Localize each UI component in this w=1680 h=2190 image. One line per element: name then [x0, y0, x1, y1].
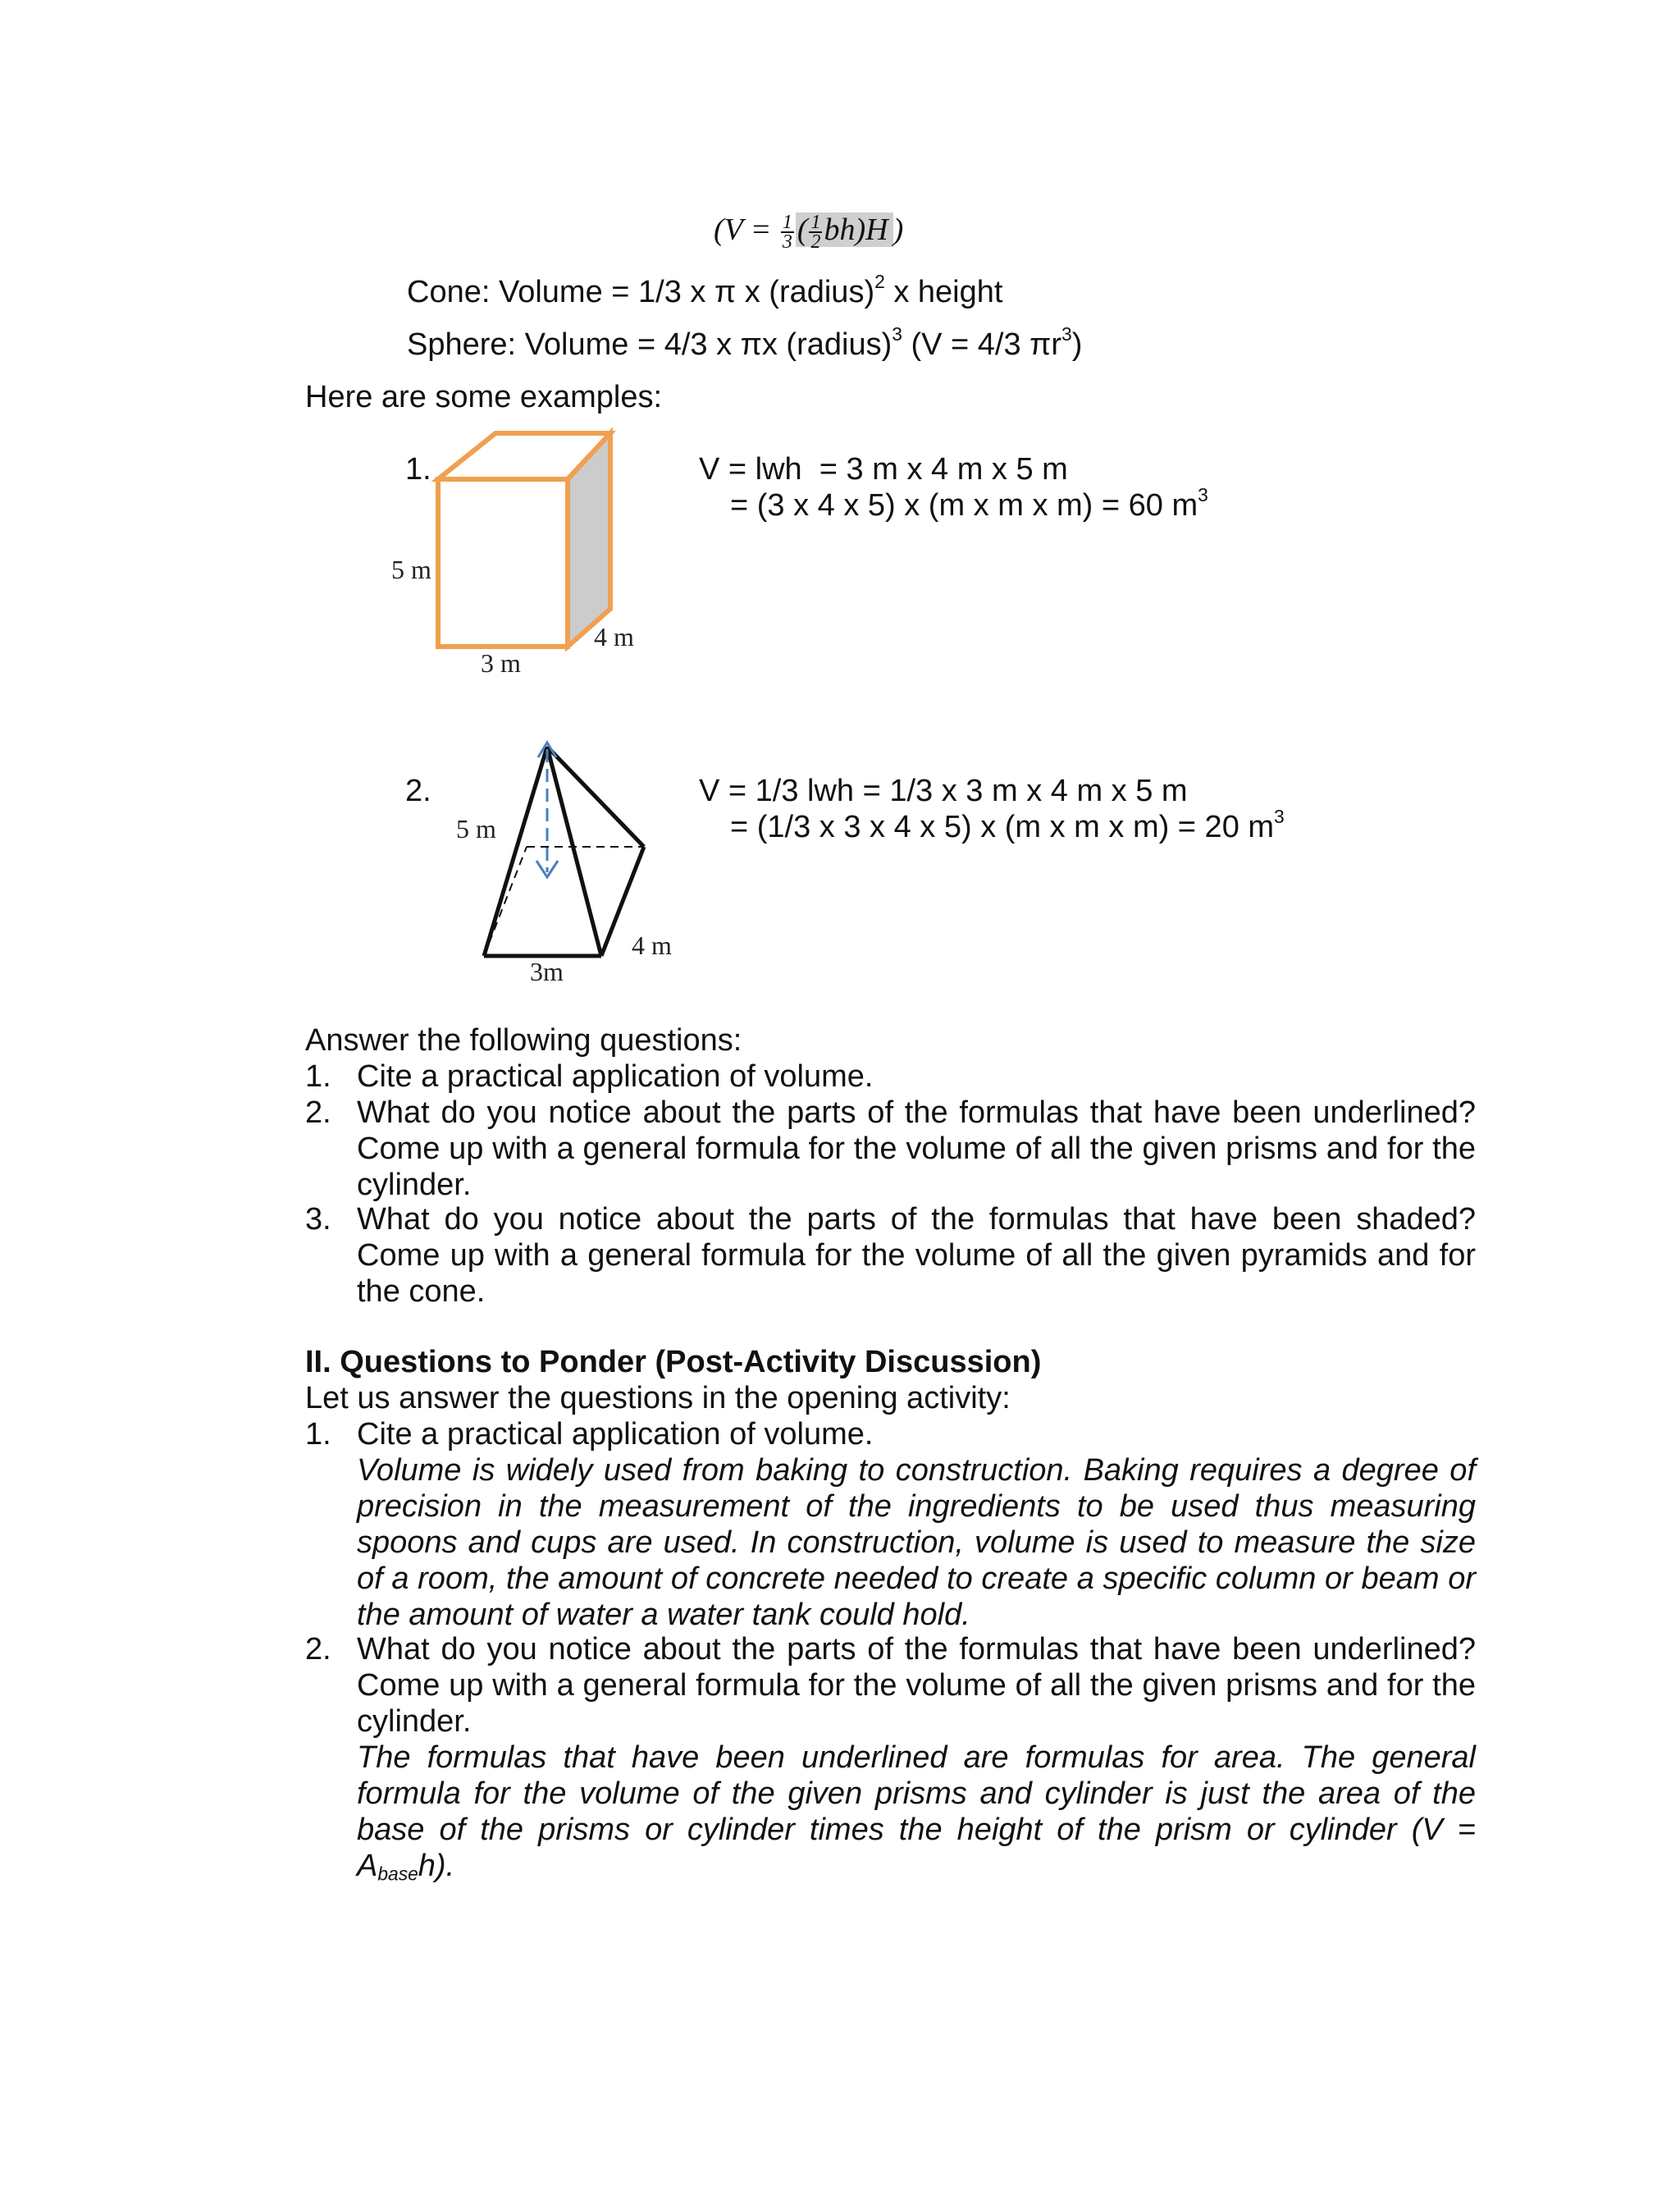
example2-width-label: 3m: [530, 957, 564, 986]
question3-number: 3.: [305, 1202, 331, 1237]
section2-question2-text: What do you notice about the parts of the formulas that have been underlined? Come up with a general formula for the volume of all the given prisms and for the cylinder.: [357, 1632, 1476, 1739]
example1-number: 1.: [405, 452, 431, 487]
questions-heading: Answer the following questions:: [305, 1023, 742, 1058]
example2-formula-line2: = (1/3 x 3 x 4 x 5) x (m x m x m) = 20 $m^3$: [730, 805, 1285, 844]
example1-depth-label: 4 m: [594, 622, 634, 652]
formula-lhs: (V =: [714, 213, 779, 247]
pyramid-formula: (V = $\frac{1}{3}$ ( $\frac{1}{2}$ bh)H ): [714, 212, 904, 254]
example2-depth-label: 4 m: [632, 930, 672, 960]
section2-heading: II. Questions to Ponder (Post-Activity Discussion): [305, 1345, 1042, 1379]
example1-width-label: 3 m: [481, 648, 521, 678]
examples-heading: Here are some examples:: [305, 380, 663, 414]
shaded-base-area: ( $\frac{1}{2}$ bh)H: [796, 213, 893, 247]
sphere-formula: Sphere: Volume = 4/3 x πx (radius)$^3$ (V = 4/3 $\pi r^3$): [407, 322, 1083, 362]
fraction-one-half: $\frac{1}{2}$: [810, 212, 821, 254]
fraction-one-third: $\frac{1}{3}$: [782, 212, 792, 254]
prism-front-face: [438, 479, 568, 647]
section2-question1-text: Cite a practical application of volume.: [357, 1417, 874, 1452]
example1-height-label: 5 m: [391, 555, 431, 584]
question2-number: 2.: [305, 1095, 331, 1130]
section2-question2-number: 2.: [305, 1632, 331, 1667]
example2-height-label: 5 m: [456, 814, 496, 844]
question2-text: What do you notice about the parts of the formulas that have been underlined? Come up with a general formula for the volume of all the given prisms and for the cylinder.: [357, 1095, 1476, 1202]
example2-number: 2.: [405, 774, 431, 808]
section2-answer1: Volume is widely used from baking to construction. Baking requires a degree of precision in the measurement of the ingredients to be used thus measuring spoons and cups are used. In construction, volume is used to measure the size of a room, the amount of concrete needed to create a specific column or beam or the amount of water a water tank could hold.: [357, 1453, 1476, 1632]
question3-text: What do you notice about the parts of the formulas that have been shaded? Come up with a general formula for the volume of all the given pyramids and for the cone.: [357, 1202, 1476, 1309]
section2-intro: Let us answer the questions in the opening activity:: [305, 1381, 1011, 1415]
section2-question1-number: 1.: [305, 1417, 331, 1452]
cone-formula: Cone: Volume = 1/3 x π x (radius)$^2$ x height: [407, 270, 1003, 309]
section2-answer2: The formulas that have been underlined are formulas for area. The general formula for the volume of the given prisms and cylinder is just the area of the base of the prisms or cylinder times the height of the prism or cylinder $(V = A_{base}h)$.: [357, 1740, 1476, 1885]
example1-formula-line1: V = lwh = 3 m x 4 m x 5 m: [699, 452, 1068, 487]
example1-formula-line2: = (3 x 4 x 5) x (m x m x m) = 60 $m^3$: [730, 483, 1208, 523]
question1-number: 1.: [305, 1059, 331, 1094]
question1-text: Cite a practical application of volume.: [357, 1059, 874, 1094]
example2-formula-line1: V = 1/3 lwh = 1/3 x 3 m x 4 m x 5 m: [699, 774, 1188, 808]
